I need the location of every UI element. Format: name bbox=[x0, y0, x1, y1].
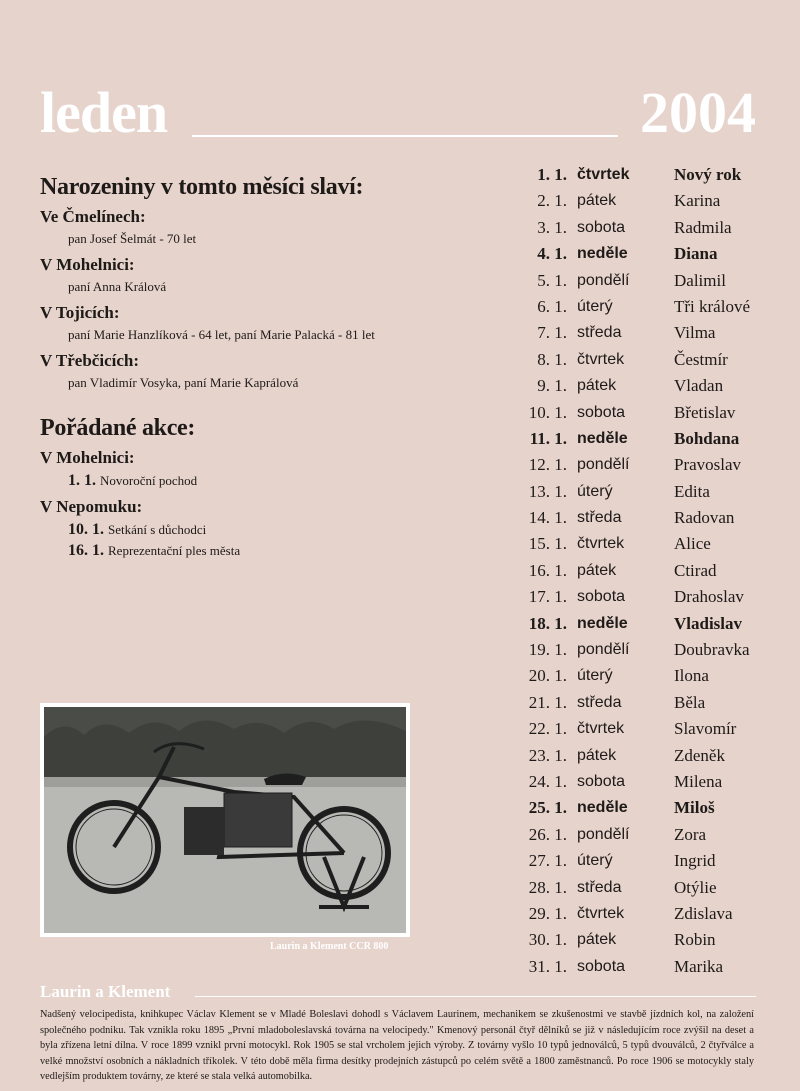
calendar-nameday: Bohdana bbox=[674, 428, 740, 448]
calendar-nameday: Vilma bbox=[674, 323, 716, 343]
calendar-row bbox=[505, 294, 795, 320]
birthday-place: Ve Čmelínech: bbox=[40, 207, 146, 226]
events-list bbox=[40, 448, 480, 561]
calendar-row bbox=[505, 584, 795, 610]
calendar-row bbox=[505, 716, 795, 742]
calendar-date: 25. 1. bbox=[528, 798, 567, 818]
calendar-weekday: středa bbox=[577, 509, 622, 527]
calendar-row bbox=[505, 901, 795, 927]
motorcycle-illustration bbox=[44, 707, 406, 933]
calendar-date: 8. 1. bbox=[537, 349, 567, 369]
calendar-date: 30. 1. bbox=[528, 930, 567, 950]
calendar-date: 19. 1. bbox=[528, 640, 567, 660]
calendar-date: 16. 1. bbox=[528, 560, 567, 580]
calendar-weekday: neděle bbox=[577, 245, 628, 263]
calendar-row bbox=[505, 479, 795, 505]
calendar-row bbox=[505, 426, 795, 452]
calendar-date: 31. 1. bbox=[528, 956, 567, 976]
birthday-people: paní Marie Hanzlíková - 64 let, paní Marie Palacká - 81 let bbox=[68, 327, 375, 342]
calendar-date: 29. 1. bbox=[528, 903, 567, 923]
calendar-date: 28. 1. bbox=[528, 877, 567, 897]
calendar-date: 23. 1. bbox=[528, 745, 567, 765]
event-text: Novoroční pochod bbox=[100, 473, 198, 488]
calendar-row bbox=[505, 769, 795, 795]
calendar-weekday: čtvrtek bbox=[577, 904, 625, 922]
calendar-date: 15. 1. bbox=[528, 534, 567, 554]
event-date: 16. 1. bbox=[68, 542, 104, 559]
calendar-row bbox=[505, 795, 795, 821]
calendar-list bbox=[505, 162, 795, 980]
calendar-nameday: Diana bbox=[674, 244, 718, 264]
calendar-row bbox=[505, 637, 795, 663]
calendar-nameday: Dalimil bbox=[674, 270, 726, 290]
event-place: V Mohelnici: bbox=[40, 448, 135, 467]
calendar-weekday: pondělí bbox=[577, 456, 630, 474]
birthdays-title: Narozeniny v tomto měsíci slaví: bbox=[40, 174, 364, 200]
calendar-nameday: Břetislav bbox=[674, 402, 736, 422]
calendar-row bbox=[505, 373, 795, 399]
calendar-nameday: Marika bbox=[674, 956, 724, 976]
calendar-row bbox=[505, 875, 795, 901]
calendar-row bbox=[505, 611, 795, 637]
calendar-row bbox=[505, 663, 795, 689]
calendar-weekday: čtvrtek bbox=[577, 535, 625, 553]
calendar-nameday: Karina bbox=[674, 191, 721, 211]
calendar-nameday: Pravoslav bbox=[674, 455, 742, 475]
calendar-nameday: Zora bbox=[674, 824, 707, 844]
calendar-row bbox=[505, 400, 795, 426]
calendar-weekday: úterý bbox=[577, 482, 613, 500]
calendar-nameday: Ingrid bbox=[674, 851, 716, 871]
event-place: V Nepomuku: bbox=[40, 497, 143, 516]
event-text: Setkání s důchodci bbox=[108, 522, 207, 537]
calendar-row bbox=[505, 531, 795, 557]
calendar-weekday: sobota bbox=[577, 772, 626, 790]
calendar-row bbox=[505, 505, 795, 531]
calendar-nameday: Ctirad bbox=[674, 560, 717, 580]
calendar-row bbox=[505, 241, 795, 267]
calendar-nameday: Otýlie bbox=[674, 877, 717, 897]
event-date: 10. 1. bbox=[68, 521, 104, 538]
calendar-date: 20. 1. bbox=[528, 666, 567, 686]
calendar-row bbox=[505, 347, 795, 373]
calendar-row bbox=[505, 743, 795, 769]
article-title: Laurin a Klement bbox=[40, 982, 171, 1001]
birthday-people: pan Vladimír Vosyka, paní Marie Kaprálová bbox=[68, 375, 299, 390]
events-title: Pořádané akce: bbox=[40, 415, 196, 441]
calendar-date: 18. 1. bbox=[528, 613, 567, 633]
calendar-date: 13. 1. bbox=[528, 481, 567, 501]
calendar-row bbox=[505, 954, 795, 980]
calendar-date: 3. 1. bbox=[537, 217, 567, 237]
calendar-nameday: Drahoslav bbox=[674, 587, 744, 607]
calendar-weekday: čtvrtek bbox=[577, 350, 625, 368]
calendar-nameday: Čestmír bbox=[674, 349, 728, 369]
calendar-weekday: pátek bbox=[577, 746, 617, 764]
calendar-row bbox=[505, 927, 795, 953]
calendar-row bbox=[505, 268, 795, 294]
calendar-nameday: Radmila bbox=[674, 217, 732, 237]
calendar-date: 5. 1. bbox=[537, 270, 567, 290]
calendar-weekday: středa bbox=[577, 878, 622, 896]
page-header bbox=[40, 78, 760, 148]
event-text: Reprezentační ples města bbox=[108, 543, 241, 558]
calendar-date: 9. 1. bbox=[537, 376, 567, 396]
calendar-nameday: Zdislava bbox=[674, 903, 733, 923]
birthday-people: pan Josef Šelmát - 70 let bbox=[68, 231, 197, 246]
calendar-date: 22. 1. bbox=[528, 719, 567, 739]
month-title: leden bbox=[40, 80, 168, 145]
calendar-nameday: Robin bbox=[674, 930, 716, 950]
calendar-nameday: Tři králové bbox=[674, 296, 750, 316]
calendar-weekday: čtvrtek bbox=[577, 720, 625, 738]
year-title: 2004 bbox=[640, 80, 756, 145]
event-item bbox=[68, 470, 480, 491]
calendar-nameday: Vladislav bbox=[674, 613, 743, 633]
calendar-weekday: středa bbox=[577, 324, 622, 342]
birthday-place: V Tojicích: bbox=[40, 303, 120, 322]
calendar-weekday: čtvrtek bbox=[577, 166, 630, 183]
calendar-nameday: Zdeněk bbox=[674, 745, 725, 765]
calendar-date: 17. 1. bbox=[528, 587, 567, 607]
calendar-row bbox=[505, 188, 795, 214]
birthday-place: V Mohelnici: bbox=[40, 255, 135, 274]
calendar-row bbox=[505, 215, 795, 241]
calendar-nameday: Ilona bbox=[674, 666, 709, 686]
calendar-weekday: úterý bbox=[577, 852, 613, 870]
article-text: Nadšený velocipedista, knihkupec Václav Klement se v Mladé Boleslavi dohodl s Václavem Laurinem, mechanikem se zkušenostmi ve stavbě jízdních kol, na založení společného podniku. Tak vznikla roku 1895 „První mladoboleslavská továrna na velocipedy." Kmenový personál čtyř dělníků se již v následujícím roce zvýšil na deset a byla zřízena letní dílna. V roce 1899 vznikl první motocykl. Rok 1905 se stal vrcholem jejich výroby. Z továrny vyšlo 10 typů jednoválců, 5 typů dvouválců, 2 čtyřválce a velké množství osobních a nákladních tříkolek. V této době měla firma desítky prodejních zástupců po celém světě a 1800 zaměstnanců. Po roce 1906 se motocykly staly vedlejším produktem továrny, ze které se stala velká automobilka. bbox=[40, 1009, 754, 1082]
calendar-nameday: Milena bbox=[674, 771, 723, 791]
calendar-weekday: pátek bbox=[577, 931, 617, 949]
calendar-weekday: sobota bbox=[577, 218, 626, 236]
event-item bbox=[68, 519, 480, 540]
calendar-date: 14. 1. bbox=[528, 508, 567, 528]
calendar-weekday: neděle bbox=[577, 614, 628, 632]
calendar-weekday: středa bbox=[577, 693, 622, 711]
calendar-weekday: pátek bbox=[577, 561, 617, 579]
calendar-nameday: Radovan bbox=[674, 508, 735, 528]
calendar-date: 24. 1. bbox=[528, 771, 567, 791]
calendar-weekday: sobota bbox=[577, 403, 626, 421]
calendar-weekday: úterý bbox=[577, 297, 613, 315]
calendar-row bbox=[505, 558, 795, 584]
calendar-weekday: sobota bbox=[577, 957, 626, 975]
calendar-weekday: sobota bbox=[577, 588, 626, 606]
calendar-nameday: Doubravka bbox=[674, 640, 750, 660]
calendar-date: 10. 1. bbox=[528, 402, 567, 422]
calendar-row bbox=[505, 452, 795, 478]
event-date: 1. 1. bbox=[68, 472, 96, 489]
calendar-date: 11. 1. bbox=[529, 428, 567, 448]
calendar-nameday: Alice bbox=[674, 534, 711, 554]
article-rule bbox=[195, 996, 756, 997]
calendar-date: 7. 1. bbox=[537, 323, 567, 343]
calendar-nameday: Miloš bbox=[674, 798, 715, 818]
calendar-date: 6. 1. bbox=[537, 296, 567, 316]
calendar-date: 27. 1. bbox=[528, 851, 567, 871]
calendar-weekday: pondělí bbox=[577, 271, 630, 289]
calendar-date: 4. 1. bbox=[537, 244, 567, 264]
calendar-date: 12. 1. bbox=[528, 455, 567, 475]
birthdays-list bbox=[40, 207, 480, 393]
calendar-weekday: neděle bbox=[577, 429, 628, 447]
header-rule bbox=[192, 135, 618, 137]
calendar-weekday: pondělí bbox=[577, 825, 630, 843]
calendar-nameday: Slavomír bbox=[674, 719, 737, 739]
calendar-weekday: pátek bbox=[577, 192, 617, 210]
calendar-date: 2. 1. bbox=[537, 191, 567, 211]
photo-caption: Laurin a Klement CCR 800 bbox=[270, 941, 389, 952]
calendar-weekday: pondělí bbox=[577, 641, 630, 659]
calendar-row bbox=[505, 162, 795, 188]
calendar-nameday: Edita bbox=[674, 481, 710, 501]
calendar-row bbox=[505, 320, 795, 346]
calendar-row bbox=[505, 690, 795, 716]
motorcycle-photo bbox=[40, 703, 410, 937]
calendar-date: 1. 1. bbox=[537, 165, 567, 184]
calendar-weekday: pátek bbox=[577, 377, 617, 395]
birthday-place: V Třebčicích: bbox=[40, 351, 139, 370]
calendar-weekday: úterý bbox=[577, 667, 613, 685]
calendar-row bbox=[505, 848, 795, 874]
calendar-date: 21. 1. bbox=[528, 692, 567, 712]
calendar-weekday: neděle bbox=[577, 799, 628, 817]
calendar-date: 26. 1. bbox=[528, 824, 567, 844]
calendar-nameday: Běla bbox=[674, 692, 706, 712]
left-column bbox=[40, 174, 480, 561]
calendar-nameday: Nový rok bbox=[674, 165, 742, 184]
calendar-row bbox=[505, 822, 795, 848]
calendar-nameday: Vladan bbox=[674, 376, 724, 396]
birthday-people: paní Anna Králová bbox=[68, 279, 167, 294]
event-item bbox=[68, 540, 480, 561]
